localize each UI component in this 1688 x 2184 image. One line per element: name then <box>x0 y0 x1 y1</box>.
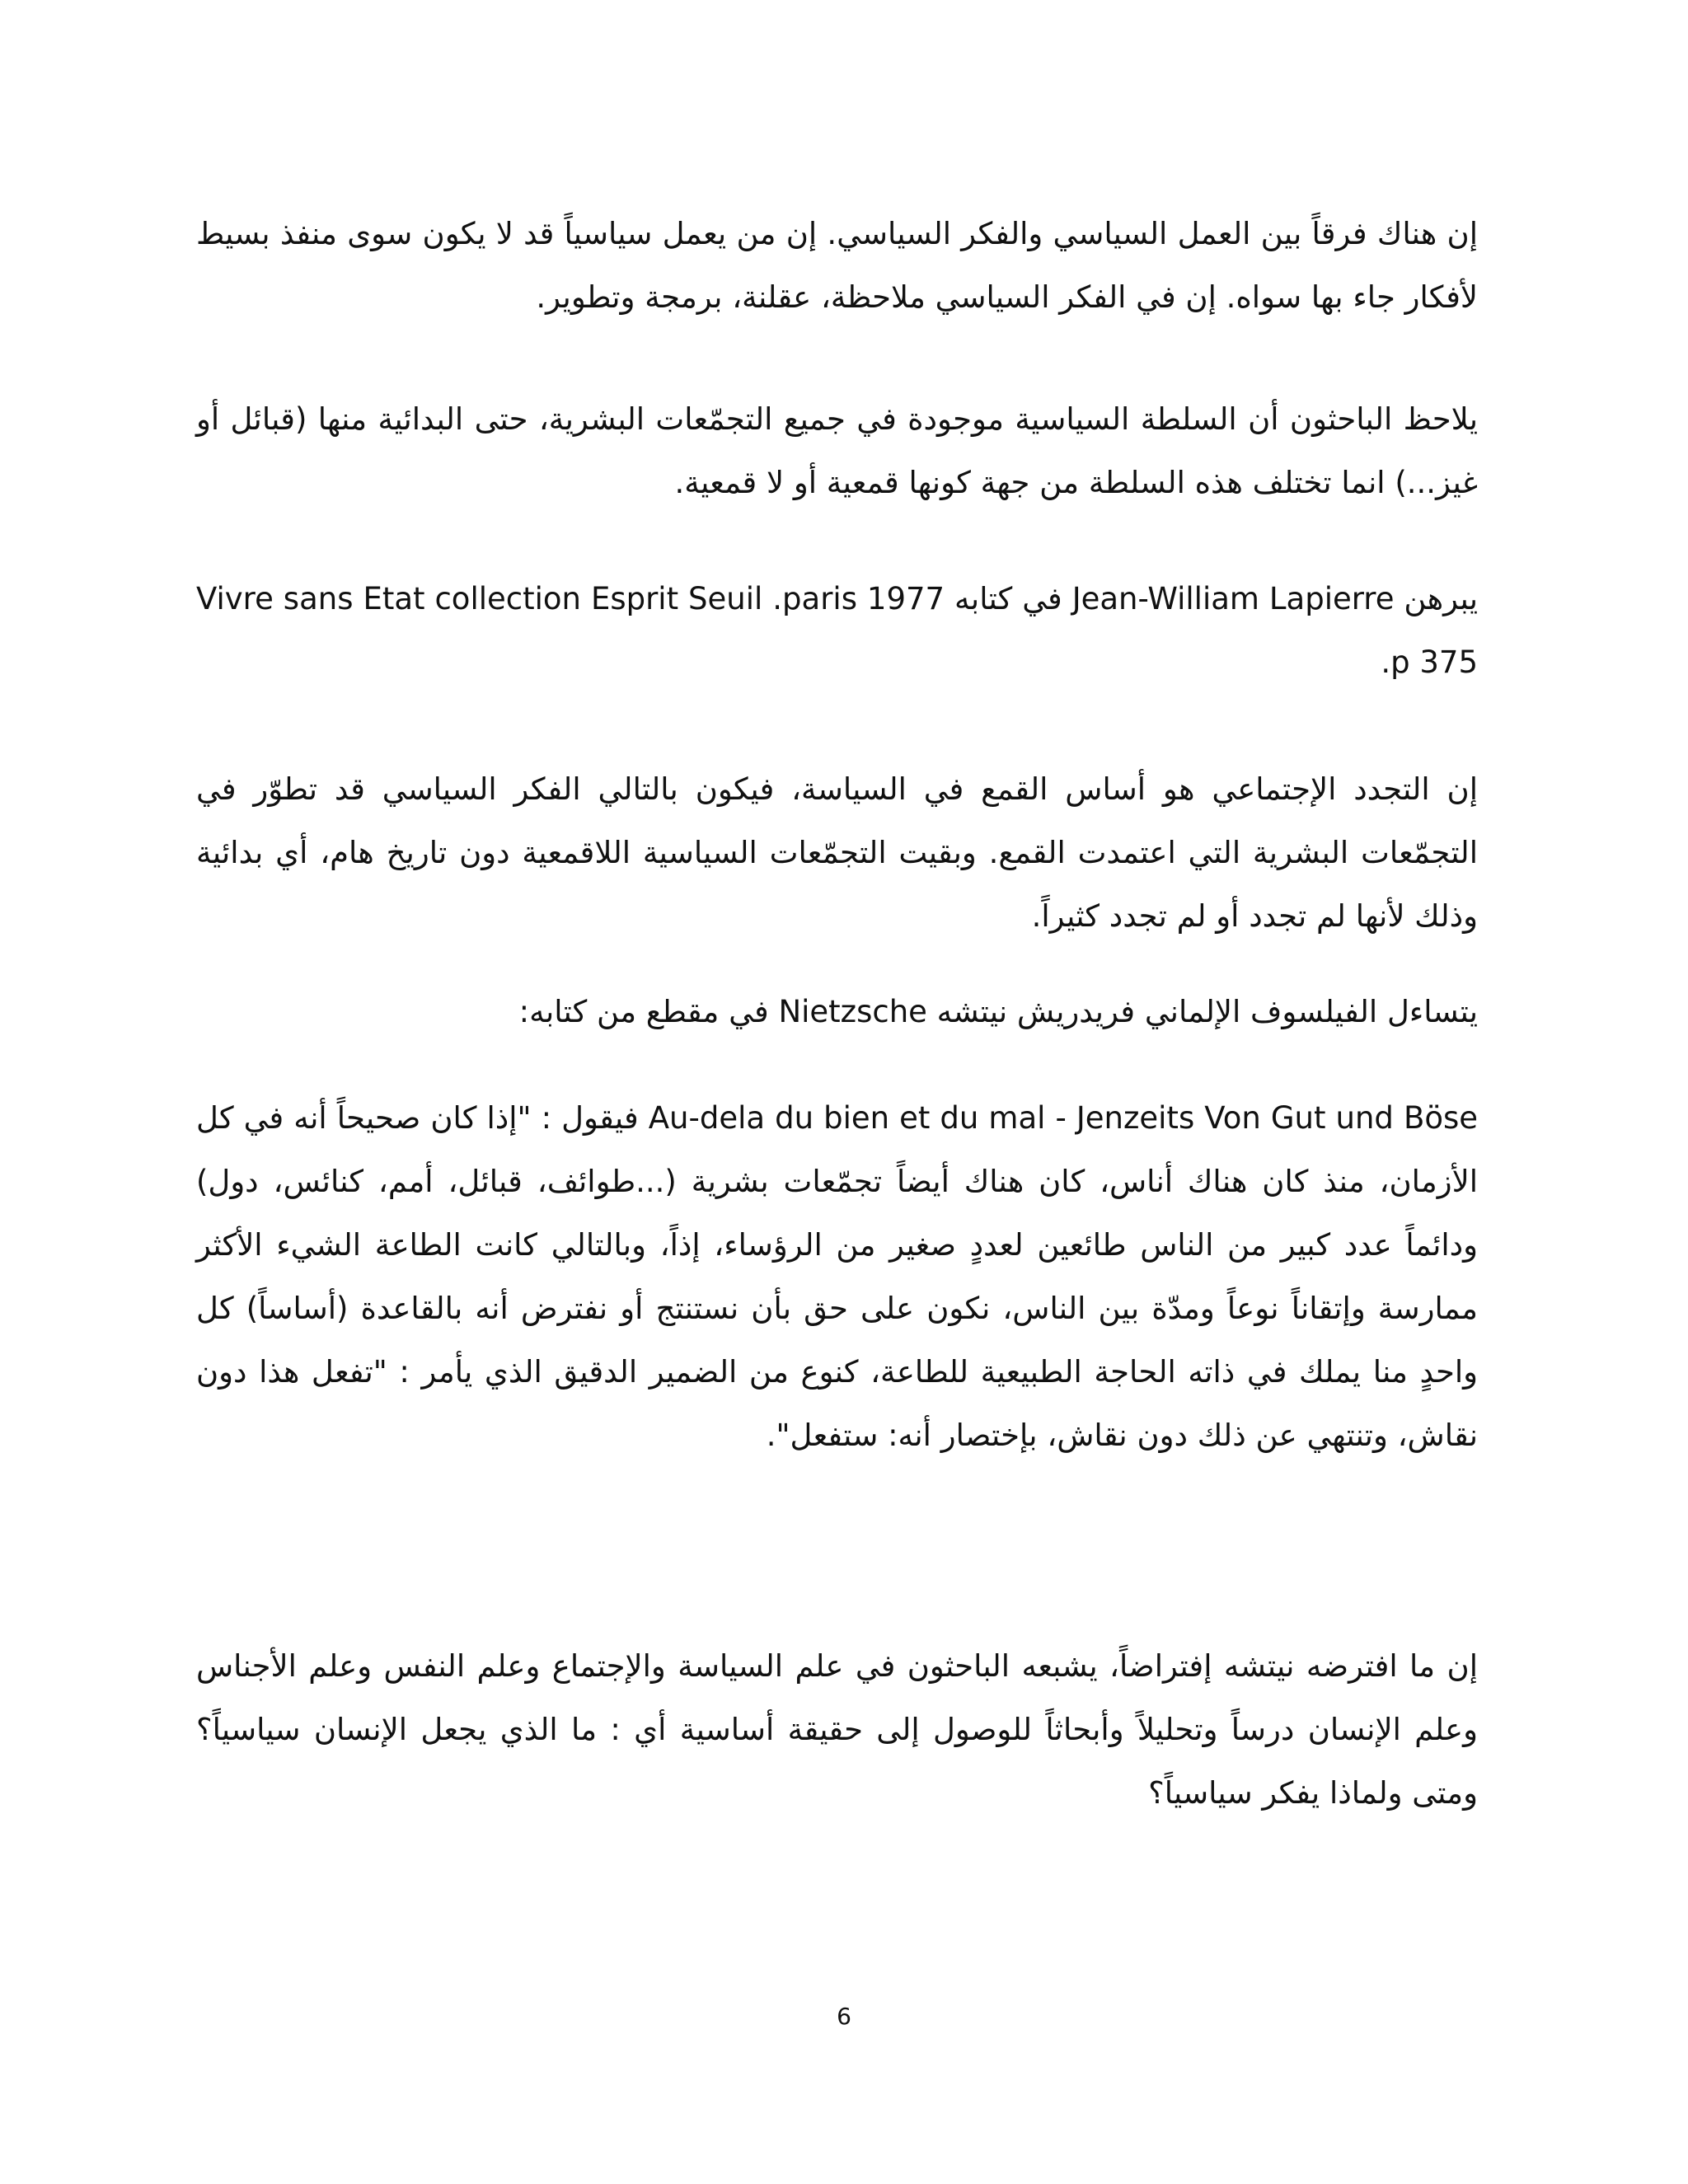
paragraph-lapierre-reference: يبرهن Jean-William Lapierre في كتابه Vivre sans Etat collection Esprit Seuil .paris 1977 p 375. <box>196 581 1478 680</box>
paragraph-political-authority: يلاحظ الباحثون أن السلطة السياسية موجودة في جميع التجمّعات البشرية، حتى البدائية منها (قبائل أو غيز...) انما تختلف هذه السلطة من جهة كونها قمعية أو لا قمعية. <box>196 401 1478 500</box>
page-number: 6 <box>837 2003 851 2030</box>
paragraph-political-work-vs-thought: إن هناك فرقاً بين العمل السياسي والفكر السياسي. إن من يعمل سياسياً قد لا يكون سوى منفذ بسيط لأفكار جاء بها سواه. إن في الفكر السياسي ملاحظة، عقلنة، برمجة وتطوير. <box>196 216 1478 315</box>
paragraph-nietzsche-intro: يتساءل الفيلسوف الإلماني فريدريش نيتشه Nietzsche في مقطع من كتابه: <box>518 994 1478 1029</box>
paragraph-researchers-question: إن ما افترضه نيتشه إفتراضاً، يشبعه الباحثون في علم السياسة والإجتماع وعلم النفس وعلم الأجناس وعلم الإنسان درساً وتحليلاً وأبحاثاً للوصول إلى حقيقة أساسية أي : ما الذي يجعل الإنسان سياسياً؟ ومتى ولماذا يفكر سياسياً؟ <box>196 1648 1478 1811</box>
paragraph-nietzsche-quote: Au-dela du bien et du mal - Jenzeits Von Gut und Böse فيقول : "إذا كان صحيحاً أنه في كل الأزمان، منذ كان هناك أناس، كان هناك أيضاً تجمّعات بشرية (...طوائف، قبائل، أمم، كنائس، دول) ودائماً عدد كبير من الناس طائعين لعددٍ صغير من الرؤساء، إذاً، وبالتالي كانت الطاعة الشيء الأكثر ممارسة وإتقاناً نوعاً ومدّة بين الناس، نكون على حق بأن نستنتج أو نفترض أنه بالقاعدة (أساساً) كل واحدٍ منا يملك في ذاته الحاجة الطبيعية للطاعة، كنوع من الضمير الدقيق الذي يأمر : "تفعل هذا دون نقاش، وتنتهي عن ذلك دون نقاش، بإختصار أنه: ستفعل". <box>196 1100 1479 1453</box>
paragraph-social-renewal: إن التجدد الإجتماعي هو أساس القمع في السياسة، فيكون بالتالي الفكر السياسي قد تطوّر في التجمّعات البشرية التي اعتمدت القمع. وبقيت التجمّعات السياسية اللاقمعية دون تاريخ هام، أي بدائية وذلك لأنها لم تجدد أو لم تجدد كثيراً. <box>196 771 1478 934</box>
